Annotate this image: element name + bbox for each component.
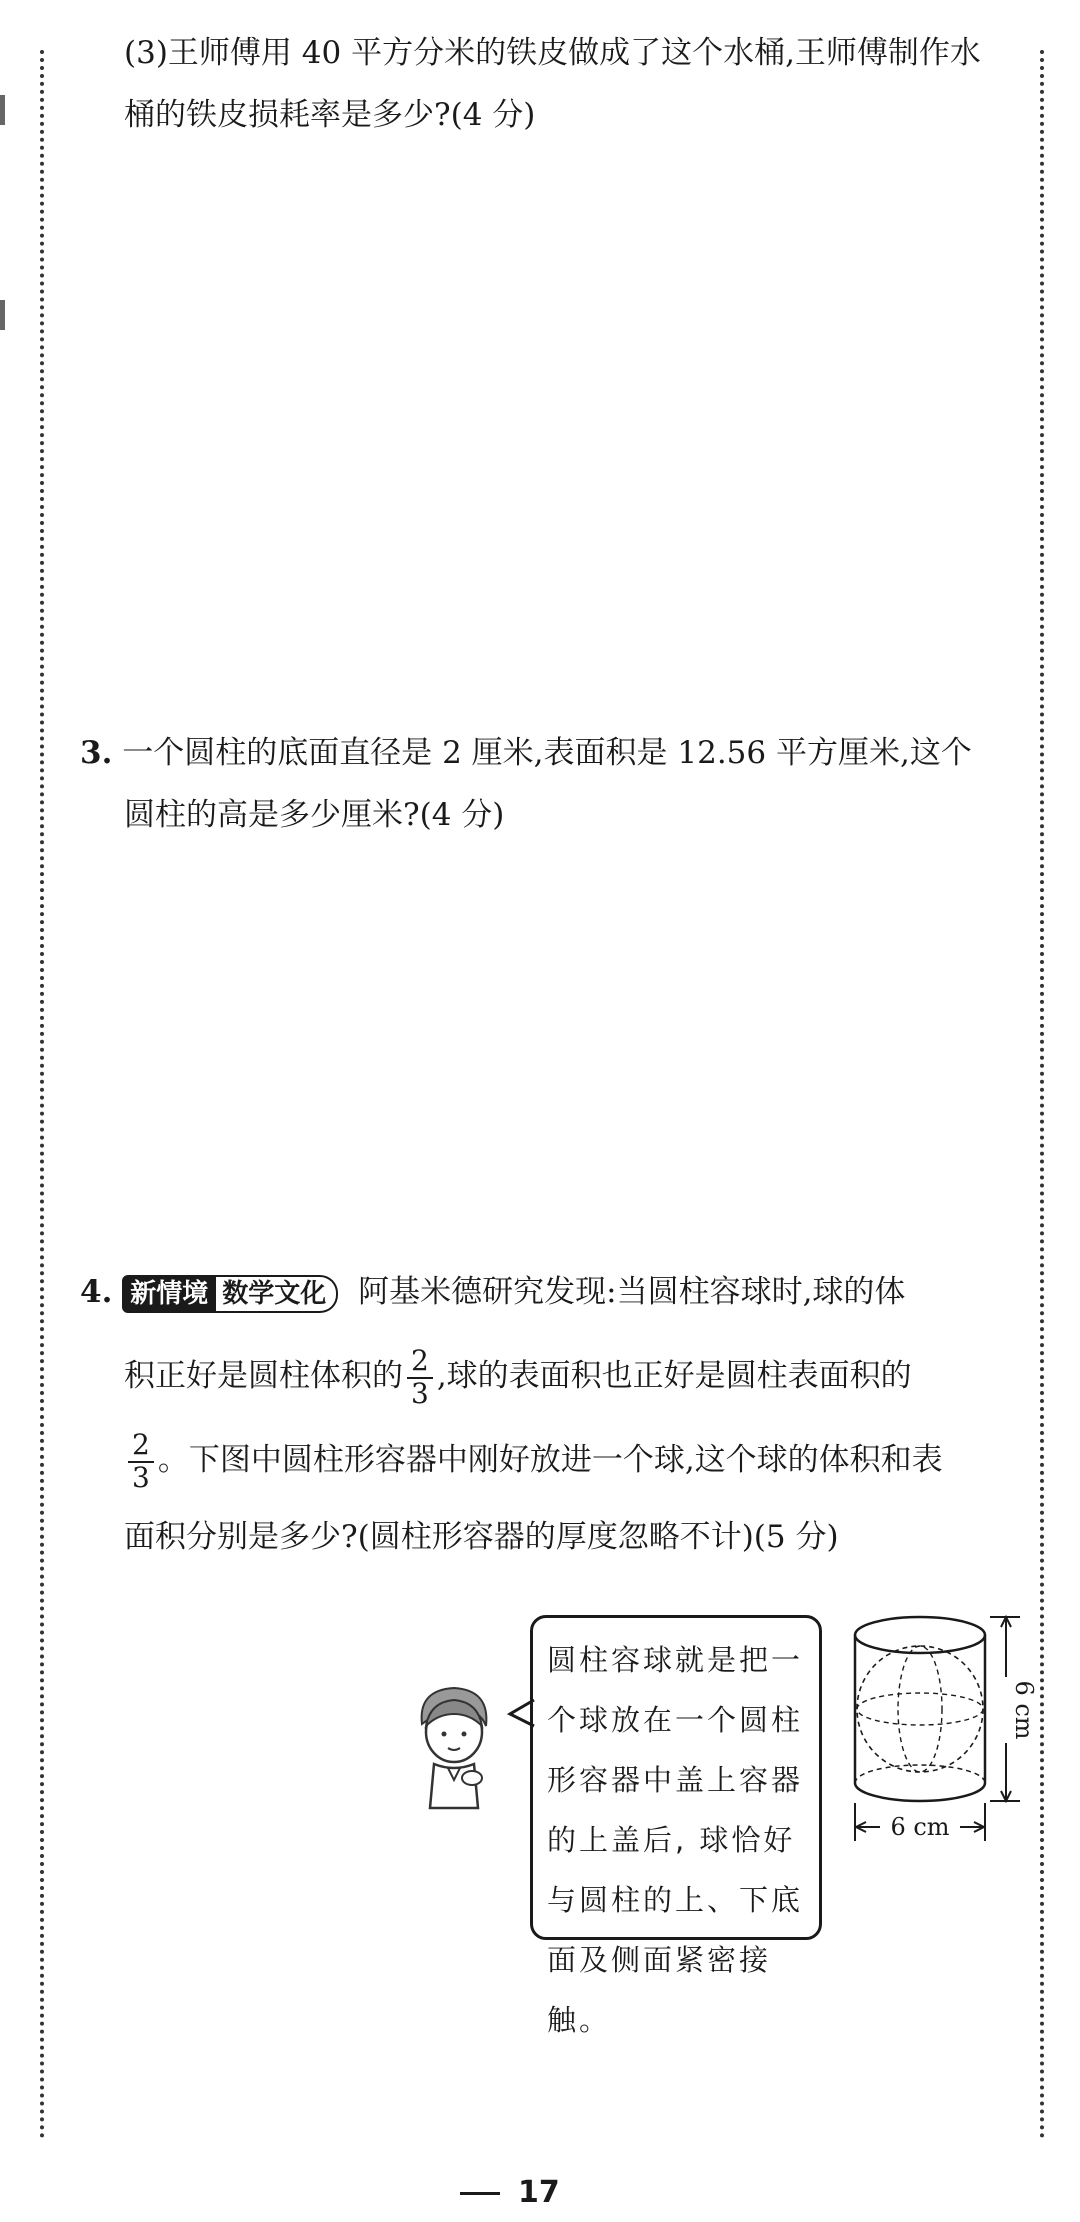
q2-part3-line2: 桶的铁皮损耗率是多少?(4 分) xyxy=(124,97,536,133)
q2-part3-line1: (3)王师傅用 40 平方分米的铁皮做成了这个水桶,王师傅制作水 xyxy=(124,35,981,71)
fraction-two-thirds: $\frac{2}{3}$ xyxy=(128,1430,154,1494)
q4-line1: 阿基米德研究发现:当圆柱容球时,球的体 xyxy=(358,1274,906,1310)
edge-mark xyxy=(0,95,5,125)
question-4 xyxy=(80,1250,1010,1572)
boy-illustration-icon xyxy=(410,1680,500,1810)
q3-line2: 圆柱的高是多少厘米?(4 分) xyxy=(124,797,505,833)
left-dotted-border xyxy=(40,50,44,2140)
question-number: 4. xyxy=(80,1274,113,1310)
bubble-line: 圆柱容球就是把一 xyxy=(547,1643,804,1677)
math-culture-tag: 数学文化 xyxy=(216,1275,338,1313)
question-number: 3. xyxy=(80,735,113,771)
width-label: 6 cm xyxy=(890,1813,950,1841)
bubble-line: 的上盖后, 球恰好 xyxy=(547,1823,796,1857)
q4-line4: 面积分别是多少?(圆柱形容器的厚度忽略不计)(5 分) xyxy=(124,1519,839,1555)
bubble-line: 面及侧面紧密接触。 xyxy=(547,1943,772,2037)
cylinder-sphere-figure xyxy=(830,1605,1038,1845)
q3-line1: 一个圆柱的底面直径是 2 厘米,表面积是 12.56 平方厘米,这个 xyxy=(122,735,972,771)
fraction-two-thirds: $\frac{2}{3}$ xyxy=(407,1346,433,1410)
q4-line2-a: 积正好是圆柱体积的 xyxy=(124,1358,403,1394)
footer-dash xyxy=(460,2192,500,2195)
edge-mark xyxy=(0,300,5,330)
q4-line3-b: 。下图中圆柱形容器中刚好放进一个球,这个球的体积和表 xyxy=(157,1442,943,1478)
right-dotted-border xyxy=(1040,50,1044,2140)
bubble-line: 形容器中盖上容器 xyxy=(547,1763,804,1797)
bubble-line: 个球放在一个圆柱 xyxy=(547,1703,804,1737)
q4-line2-b: ,球的表面积也正好是圆柱表面积的 xyxy=(436,1358,912,1394)
page-number: 17 xyxy=(518,2175,560,2210)
new-context-tag: 新情境 xyxy=(122,1275,216,1313)
speech-bubble xyxy=(530,1615,822,2037)
bubble-line: 与圆柱的上、下底 xyxy=(547,1883,804,1917)
question-2-part-3 xyxy=(80,22,1010,146)
question-3 xyxy=(80,722,1010,846)
page-footer xyxy=(460,2175,560,2210)
height-label: 6 cm xyxy=(1010,1680,1038,1740)
